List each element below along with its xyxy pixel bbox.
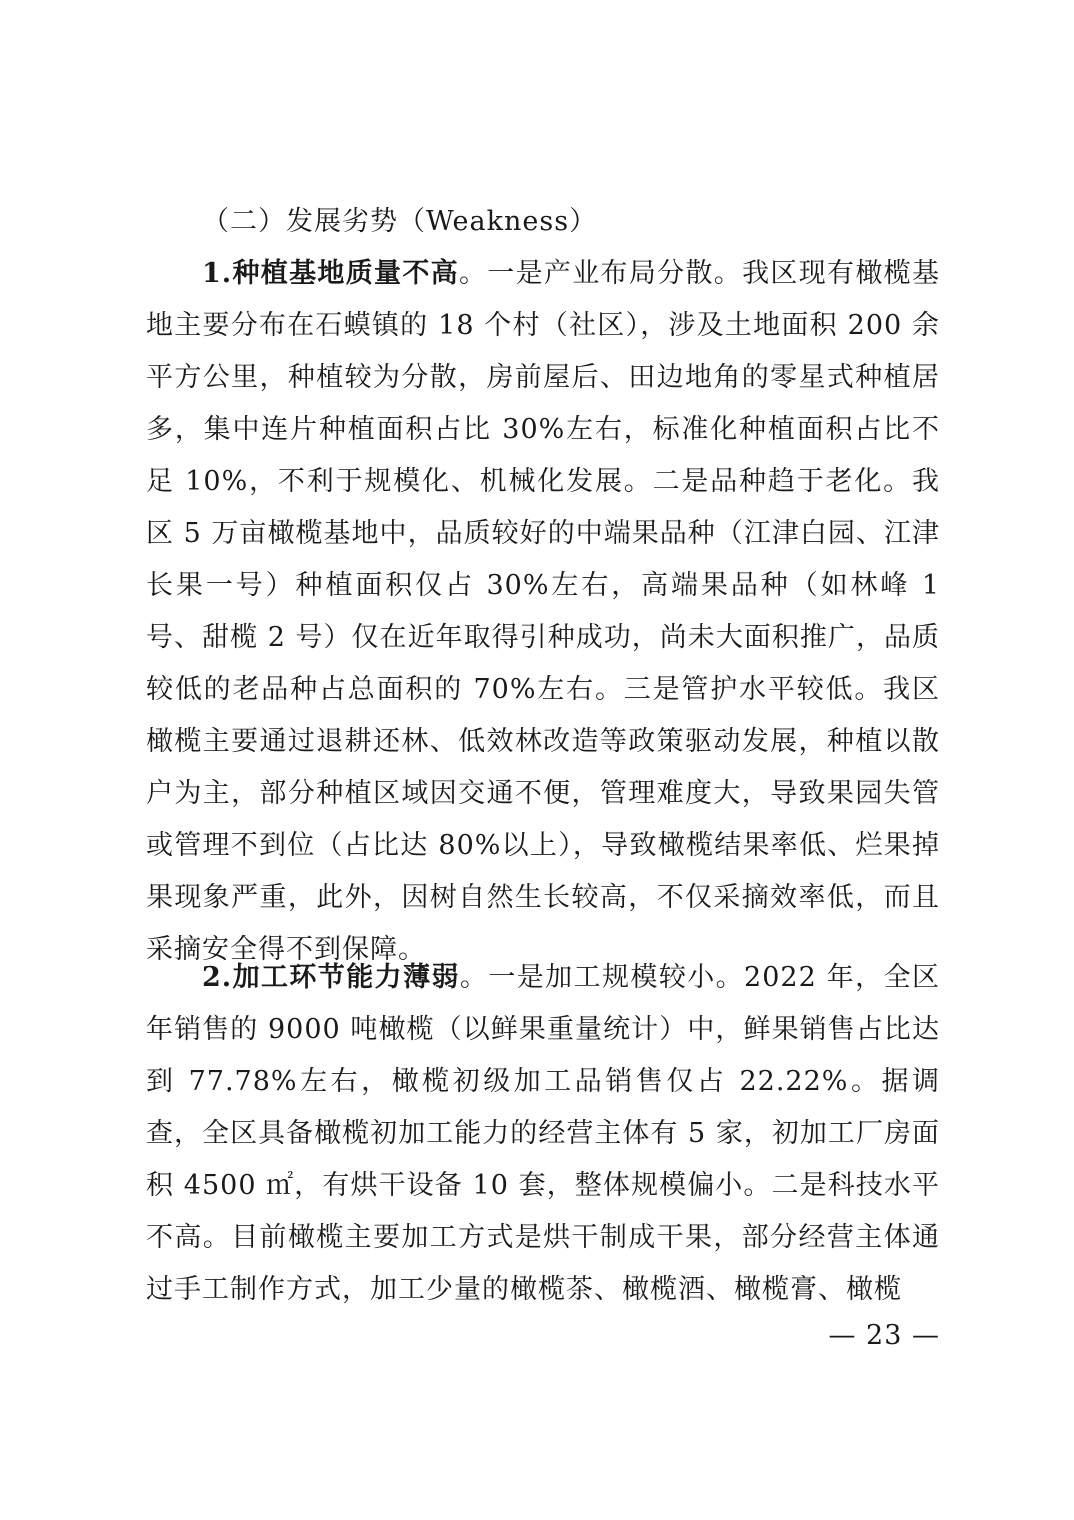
paragraph-lead: 1.种植基地质量不高 xyxy=(202,258,459,289)
paragraph-lead: 2.加工环节能力薄弱 xyxy=(202,962,460,993)
paragraph-body: 。一是加工规模较小。2022 年，全区年销售的 9000 吨橄榄（以鲜果重量统计）中，鲜果销售占比达到 77.78%左右，橄榄初级加工品销售仅占 22.22%。据调查，全区具备橄榄初加工能力的经营主体有 5 家，初加工厂房面积 4500 ㎡，有烘干设备 10 套，整体规模偏小。二是科技水平不高。目前橄榄主要加工方式是烘干制成干果，部分经营主体通过手工制作方式，加工少量的橄榄茶、橄榄酒、橄榄膏、橄榄 xyxy=(146,962,941,1305)
paragraph-body: 。一是产业布局分散。我区现有橄榄基地主要分布在石蟆镇的 18 个村（社区），涉及土地面积 200 余平方公里，种植较为分散，房前屋后、田边地角的零星式种植居多，集中连片种植面积占比 30%左右，标准化种植面积占比不足 10%，不利于规模化、机械化发展。二是品种趋于老化。我区 5 万亩橄榄基地中，品质较好的中端果品种（江津白园、江津长果一号）种植面积仅占 30%左右，高端果品种（如林峰 1 号、甜榄 2 号）仅在近年取得引种成功，尚未大面积推广，品质较低的老品种占总面积的 70%左右。三是管护水平较低。我区橄榄主要通过退耕还林、低效林改造等政策驱动发展，种植以散户为主，部分种植区域因交通不便，管理难度大，导致果园失管或管理不到位（占比达 80%以上），导致橄榄结果率低、烂果掉果现象严重，此外，因树自然生长较高，不仅采摘效率低，而且采摘安全得不到保障。 xyxy=(146,258,940,965)
page-number: — 23 — xyxy=(828,1320,940,1351)
paragraph-planting-base xyxy=(146,248,940,976)
section-heading: （二）发展劣势（Weakness） xyxy=(202,206,598,237)
paragraph-processing xyxy=(146,952,940,1316)
